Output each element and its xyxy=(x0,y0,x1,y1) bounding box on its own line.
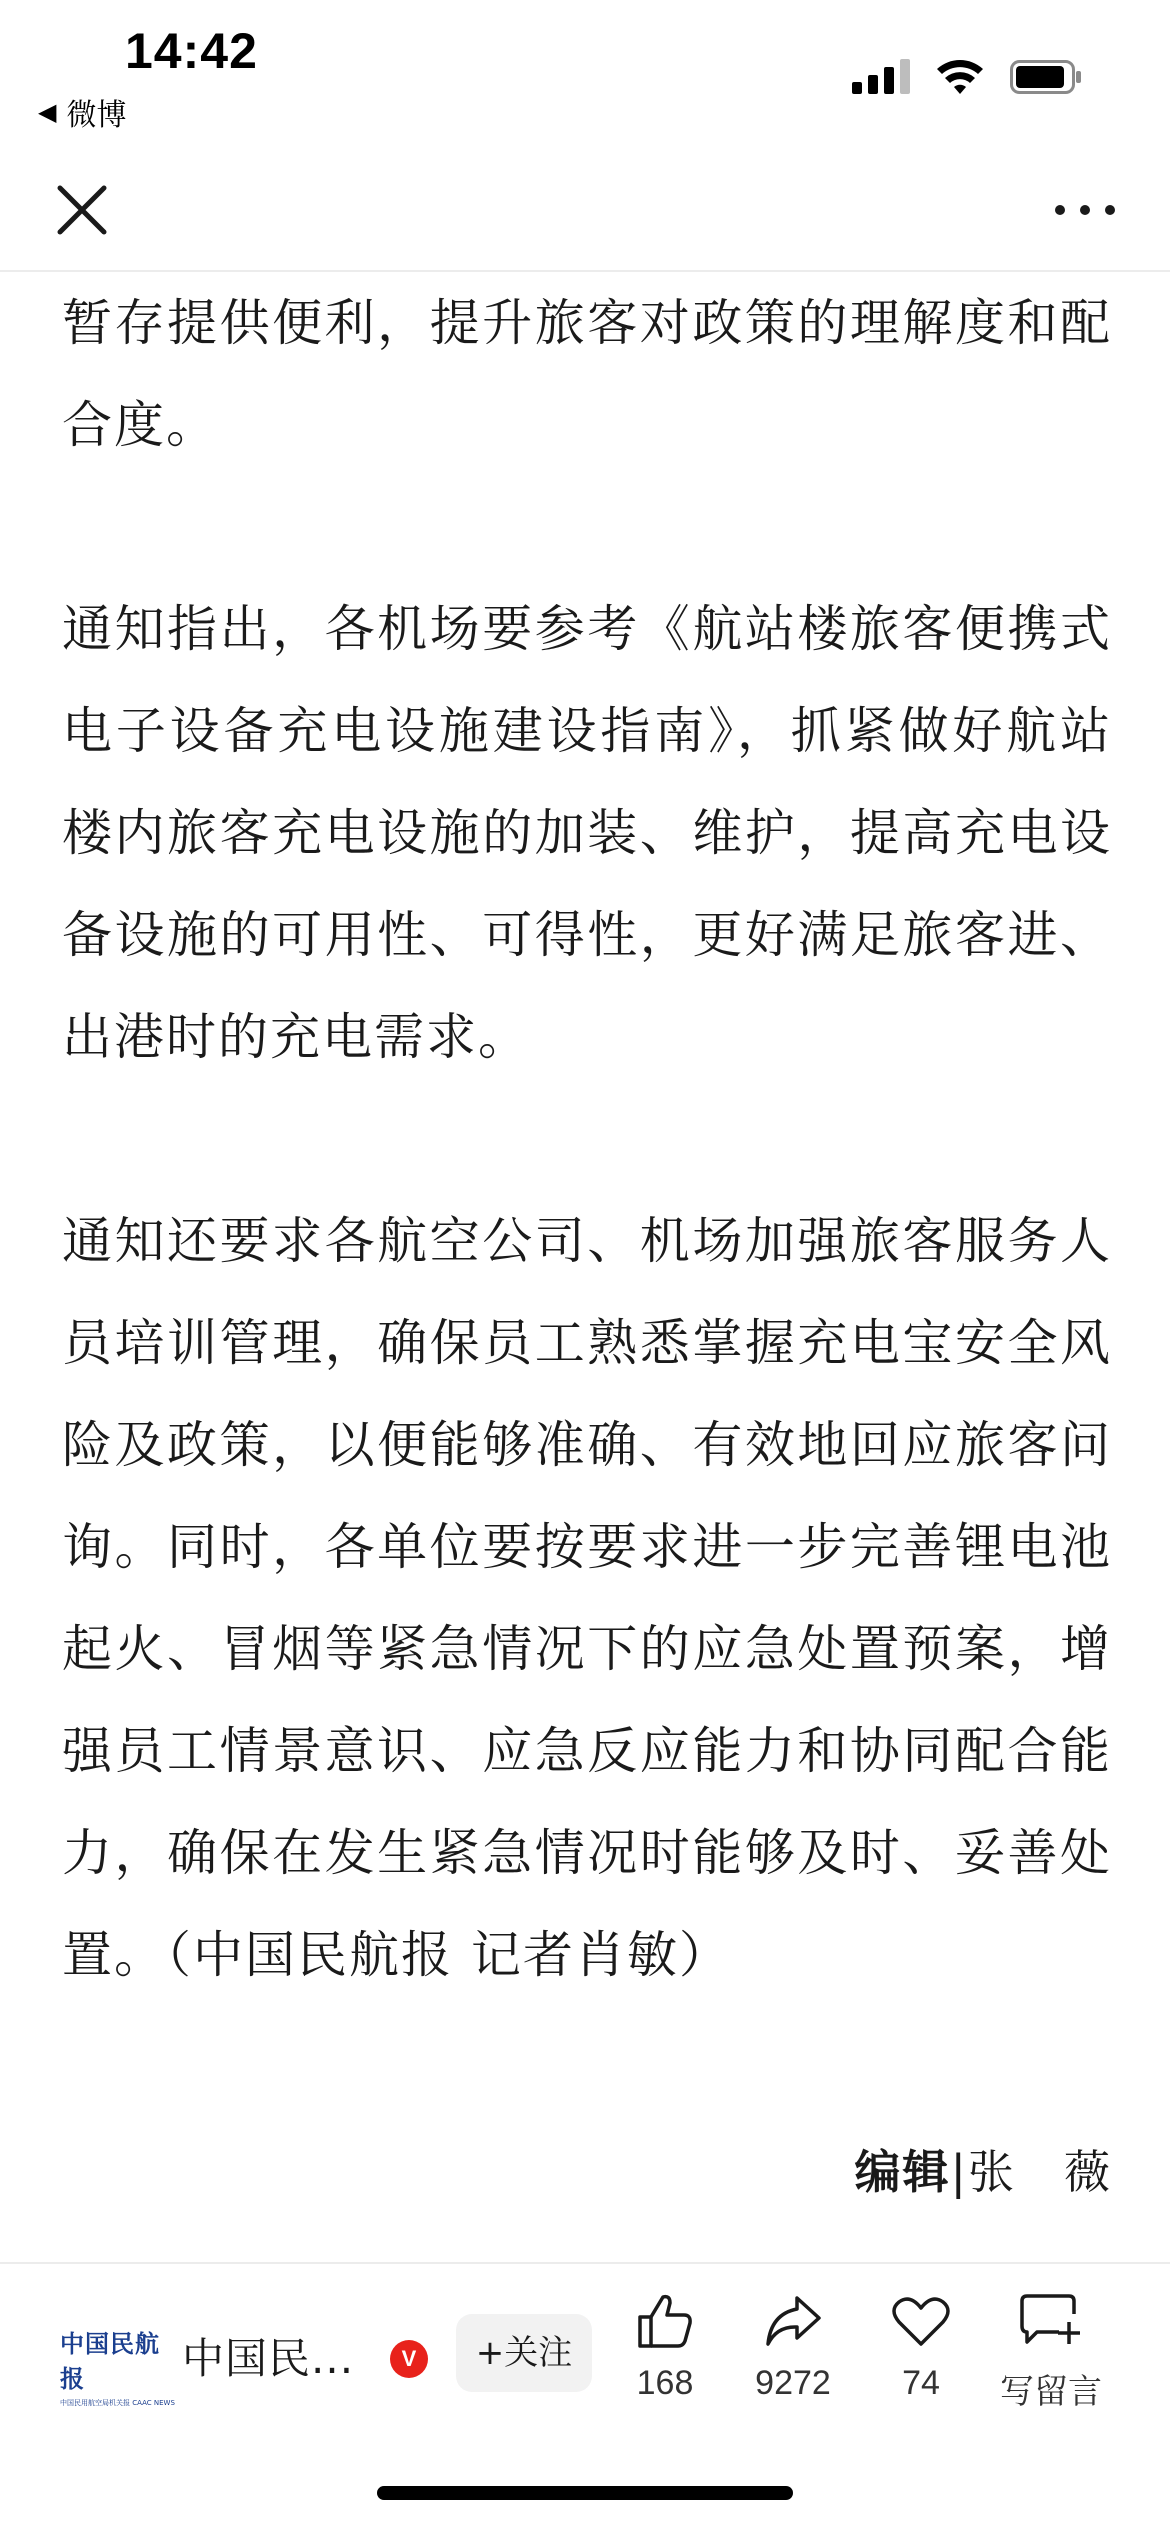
write-comment-button[interactable] xyxy=(986,2292,1116,2413)
favorite-count: 74 xyxy=(902,2364,940,2402)
article-paragraph: 通知指出，各机场要参考《航站楼旅客便携式电子设备充电设施建设指南》，抓紧做好航站楼内旅客充电设施的加装、维护，提高充电设备设施的可用性、可得性，更好满足旅客进、出港时的充电需求。 xyxy=(62,600,1112,1066)
heart-icon xyxy=(891,2292,951,2350)
write-comment-label: 写留言 xyxy=(1000,2373,1102,2411)
nav-bar xyxy=(0,150,1170,272)
share-arrow-icon xyxy=(763,2292,823,2350)
status-time: 14:42 xyxy=(125,23,258,79)
back-triangle-icon: ◀ xyxy=(38,98,57,126)
share-count: 9272 xyxy=(755,2364,831,2402)
favorite-button[interactable] xyxy=(856,2292,986,2403)
back-app-label: 微博 xyxy=(66,98,127,133)
status-bar xyxy=(0,0,1170,150)
editor-name: |张 薇 xyxy=(950,2145,1112,2199)
verified-badge-icon: V xyxy=(390,2340,428,2378)
home-indicator[interactable] xyxy=(377,2486,793,2500)
thumbs-up-icon xyxy=(635,2292,695,2350)
like-count: 168 xyxy=(636,2364,694,2402)
article-paragraph: 通知还要求各航空公司、机场加强旅客服务人员培训管理，确保员工熟悉掌握充电宝安全风险及政策，以便能够准确、有效地回应旅客问询。同时，各单位要按要求进一步完善锂电池起火、冒烟等紧急情况下的应急处置预案，增强员工情景意识、应急反应能力和协同配合能力，确保在发生紧急情况时能够及时、妥善处置。（中国民航报 记者肖敏） xyxy=(62,1212,1112,1984)
wifi-icon xyxy=(935,56,985,96)
like-button[interactable] xyxy=(600,2292,730,2403)
close-icon[interactable] xyxy=(52,180,112,240)
back-to-app-button[interactable] xyxy=(38,90,126,134)
logo-subtext: 中国民用航空局机关报 CAAC NEWS xyxy=(60,2399,175,2407)
editor-label: 编辑 xyxy=(854,2145,951,2199)
battery-icon xyxy=(1010,60,1082,94)
editor-credit xyxy=(855,2136,1113,2202)
account-name[interactable]: 中国民... xyxy=(182,2334,355,2383)
article-paragraph: 暂存提供便利，提升旅客对政策的理解度和配合度。 xyxy=(62,294,1112,454)
share-button[interactable] xyxy=(728,2292,858,2403)
cellular-signal-icon xyxy=(852,58,910,94)
logo-text: 中国民航报 xyxy=(60,2329,160,2393)
follow-button[interactable]: +关注 xyxy=(456,2314,592,2392)
more-dots-icon[interactable] xyxy=(1050,190,1120,230)
publisher-logo[interactable] xyxy=(60,2324,175,2407)
comment-add-icon xyxy=(1019,2292,1083,2350)
